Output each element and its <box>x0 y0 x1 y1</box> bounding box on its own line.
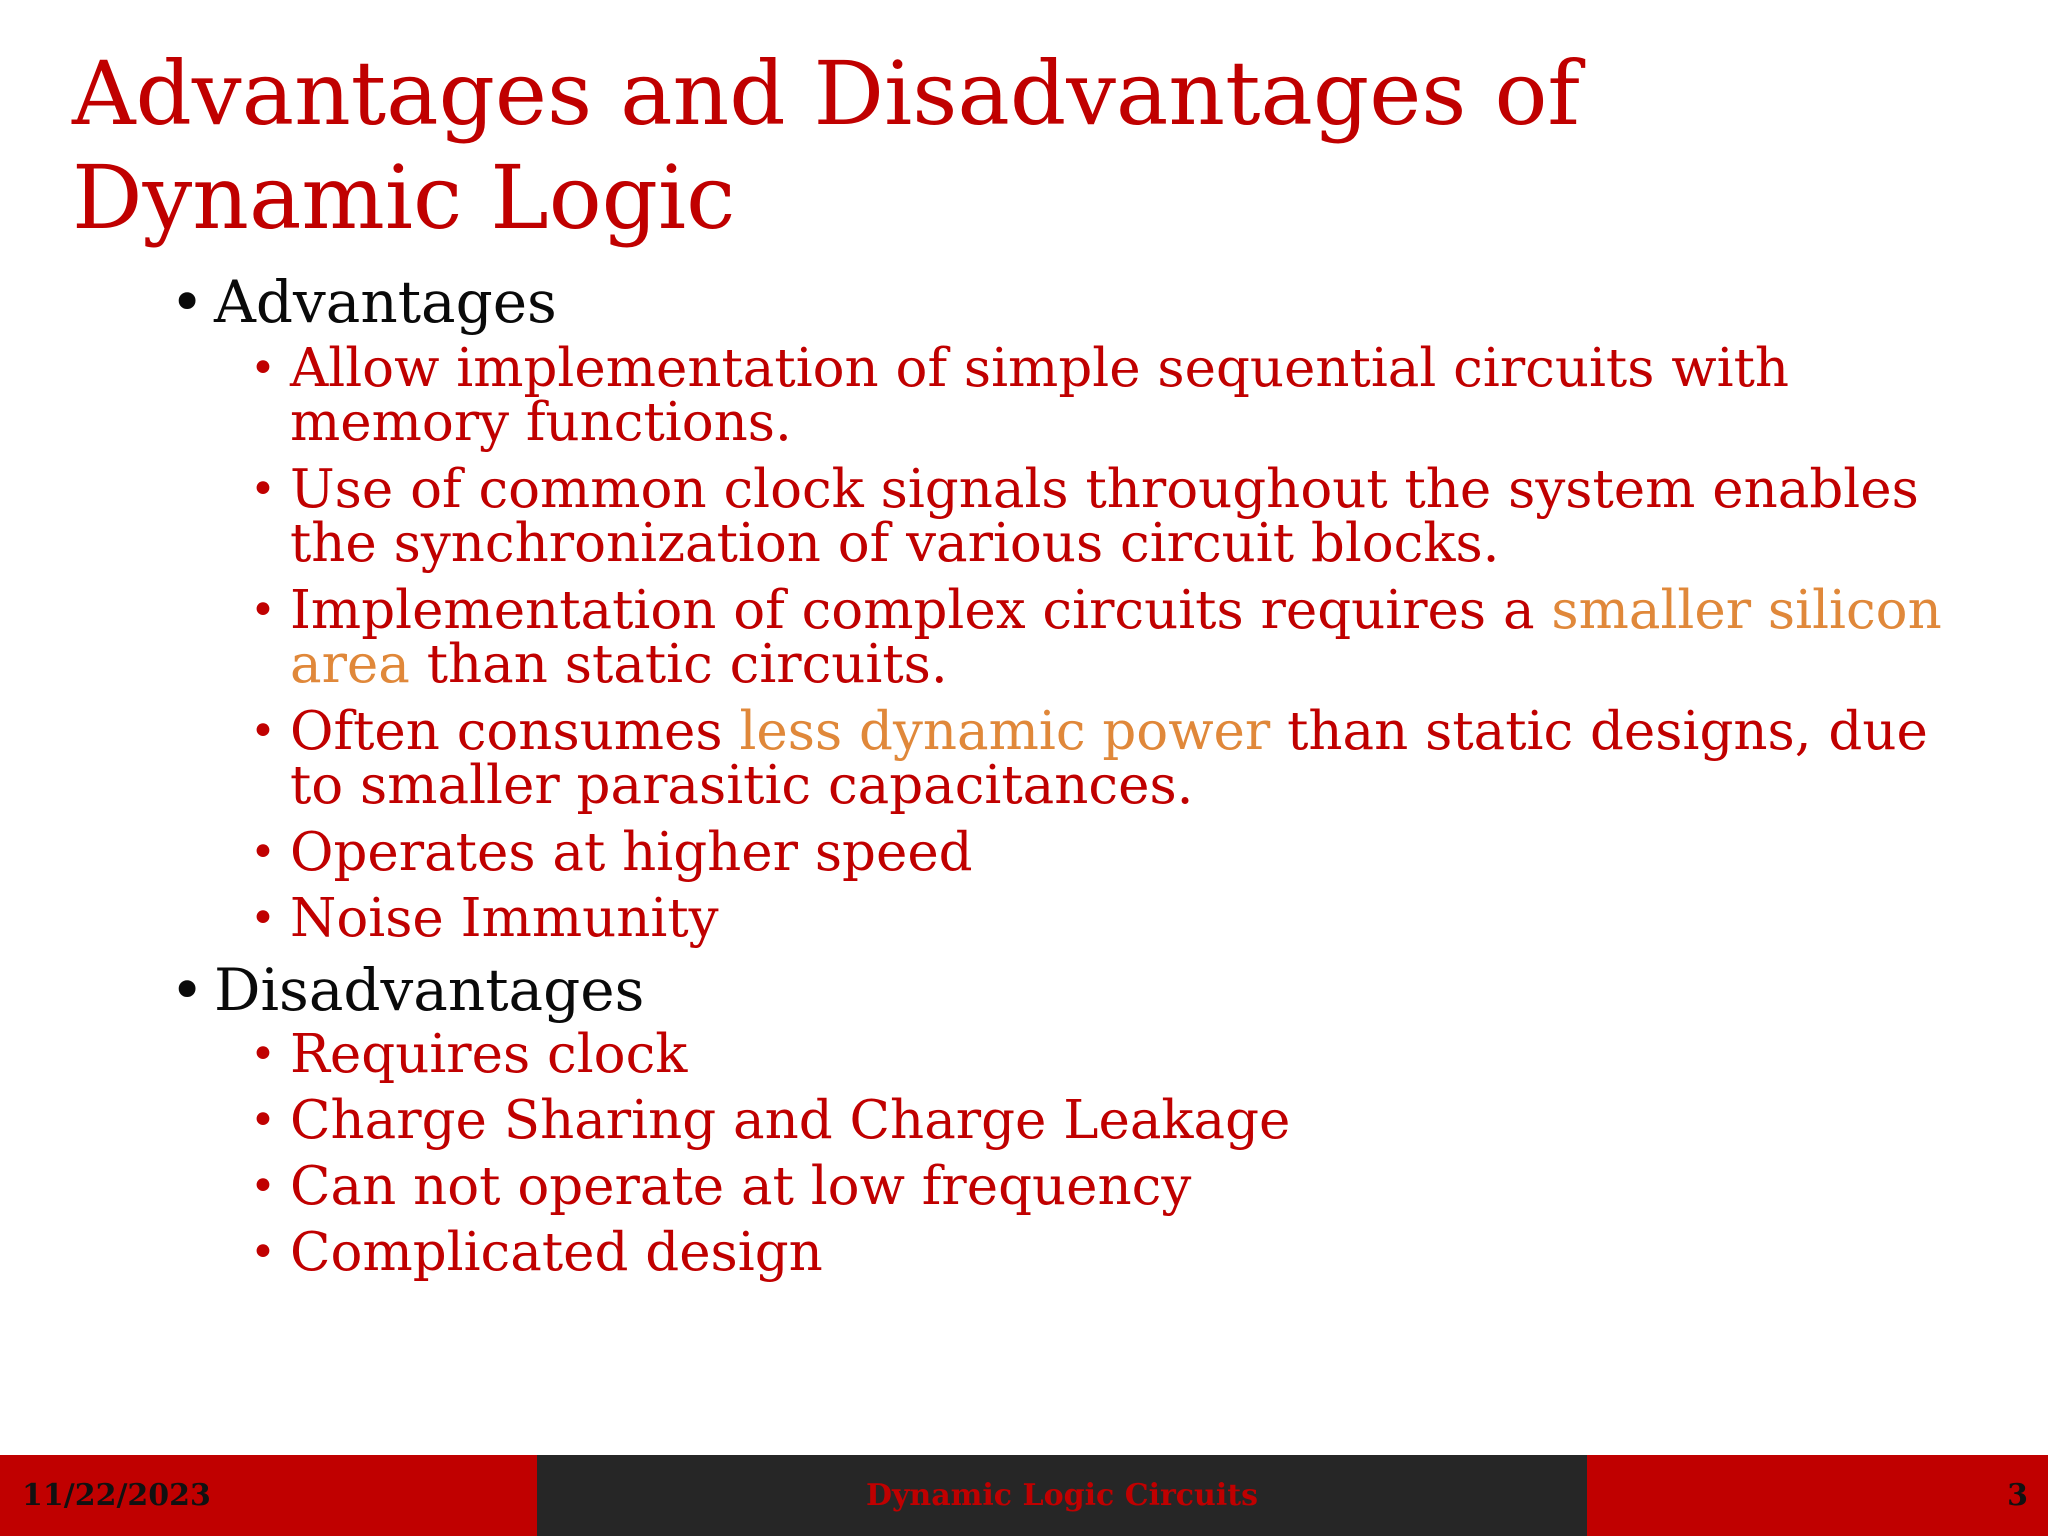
section-heading: Disadvantages <box>214 956 645 1024</box>
bullet-icon: • <box>250 1227 276 1278</box>
section-advantages-heading <box>170 270 1990 334</box>
bullet-icon: • <box>250 1095 276 1146</box>
footer-title: Dynamic Logic Circuits <box>865 1478 1259 1513</box>
bullet-icon: • <box>250 827 276 878</box>
footer-title-panel <box>537 1455 1587 1536</box>
list-item-text: than static circuits. <box>409 634 948 695</box>
section-disadvantages-heading <box>170 958 1990 1022</box>
footer-date: 11/22/2023 <box>22 1478 211 1513</box>
bullet-icon: • <box>250 1029 276 1080</box>
bullet-icon: • <box>250 585 276 636</box>
list-item-text: Can not operate at low frequency <box>290 1156 1192 1217</box>
list-item-text: Use of common clock signals throughout the system enables the synchronization of various circuit blocks. <box>290 459 1919 574</box>
advantages-list <box>170 338 1990 949</box>
bullet-icon: • <box>250 893 276 944</box>
list-item <box>170 888 1990 949</box>
list-item-text: Noise Immunity <box>290 888 719 949</box>
bullet-icon: • <box>250 343 276 394</box>
list-item <box>170 459 1990 574</box>
list-item-text: Implementation of complex circuits requires a <box>290 580 1552 641</box>
list-item-text: Charge Sharing and Charge Leakage <box>290 1090 1291 1151</box>
bullet-icon: • <box>250 464 276 515</box>
list-item <box>170 338 1990 453</box>
list-item <box>170 1090 1990 1151</box>
list-item <box>170 822 1990 883</box>
slide-title: Advantages and Disadvantages of Dynamic Logic <box>72 42 1580 249</box>
list-item-text: Allow implementation of simple sequential circuits with memory functions. <box>290 338 1790 453</box>
bullet-icon: • <box>250 1161 276 1212</box>
list-item-text: Operates at higher speed <box>290 822 973 883</box>
bullet-icon: • <box>170 268 205 336</box>
list-item <box>170 701 1990 816</box>
list-item <box>170 1024 1990 1085</box>
highlighted-phrase: smaller silicon area <box>290 580 1942 695</box>
list-item <box>170 580 1990 695</box>
disadvantages-list <box>170 1024 1990 1283</box>
highlighted-phrase: less dynamic power <box>739 701 1271 762</box>
bullet-icon: • <box>170 956 205 1024</box>
page-number: 3 <box>2007 1478 2028 1513</box>
section-heading: Advantages <box>214 268 557 336</box>
bullet-icon: • <box>250 706 276 757</box>
list-item-text: than static designs, due to smaller parasitic capacitances. <box>290 701 1928 816</box>
slide-content <box>170 268 1990 1283</box>
list-item-text: Often consumes <box>290 701 740 762</box>
list-item-text: Requires clock <box>290 1024 688 1085</box>
list-item <box>170 1222 1990 1283</box>
footer-page-panel <box>1587 1455 2048 1536</box>
list-item-text: Complicated design <box>290 1222 823 1283</box>
list-item <box>170 1156 1990 1217</box>
footer-date-panel <box>0 1455 537 1536</box>
footer-bar <box>0 1455 2048 1536</box>
